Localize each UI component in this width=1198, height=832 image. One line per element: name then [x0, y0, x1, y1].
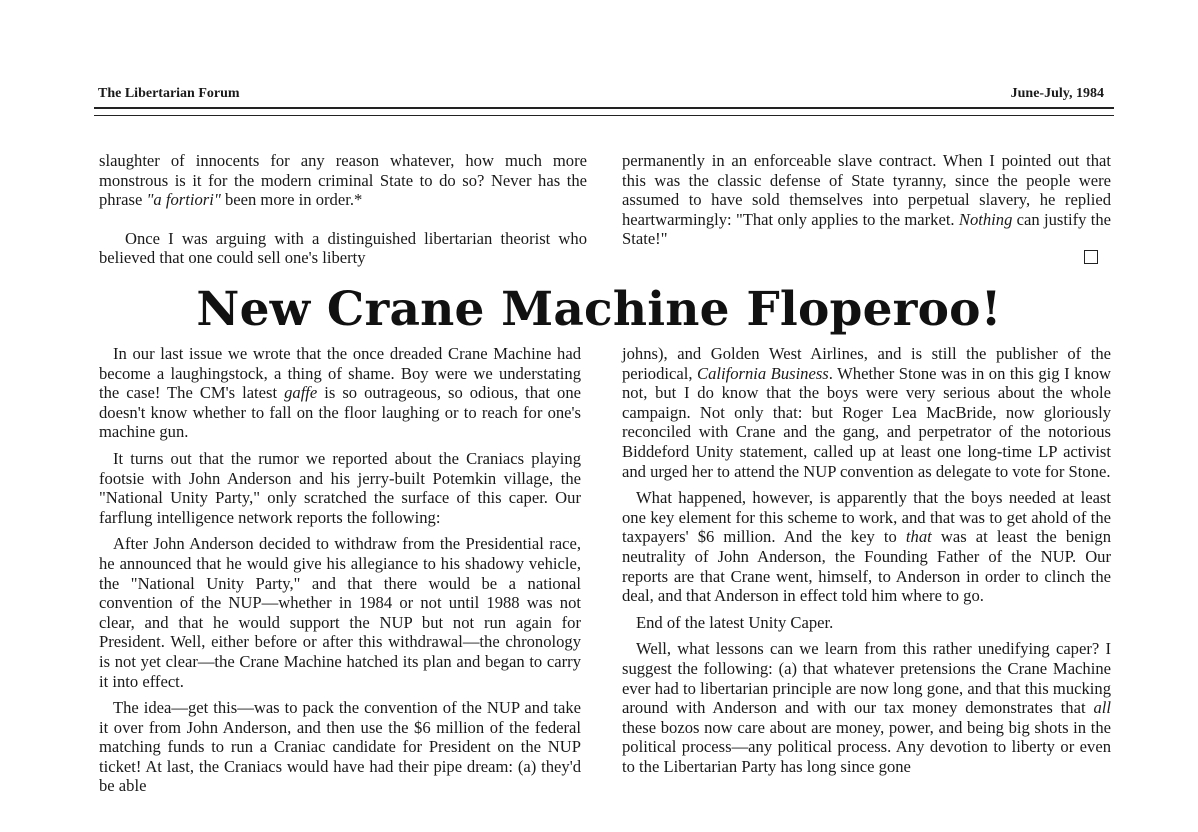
italic-text: that: [905, 527, 932, 547]
text-run: In our last issue we wrote that the once dreaded Crane Machine had become a laughingstock, a thing of shame. Boy were we understating the case! The CM's latest: [99, 344, 581, 403]
text-run: . Whether Stone was in on this gig I know not, but I do know that the boys were very serious about the whole campaign. Not only that: but Roger Lea MacBride, now gloriously reconciled with Crane and the gang, and perpetrator of the notorious Biddeford Unity statement, called up at least one long-time LP activist and urged her to attend the NUP convention as delegate to vote for Stone.: [622, 363, 1112, 481]
paragraph: After John Anderson decided to withdraw from the Presidential race, he announced that he would give his allegiance to his shadowy vehicle, the "National Unity Party," and that there would be a national convention of the NUP—whether in 1984 or not until 1988 was not clear, and that he would support the NUP but not run again for President. Well, either before or after this withdrawal—the chronology is not yet clear—the Crane Machine hatched its plan and began to carry it into effect.: [99, 534, 581, 691]
previous-article-column-left: [99, 151, 587, 268]
paragraph: [622, 488, 1111, 606]
header-rule-thick: [94, 107, 1114, 109]
italic-text: all: [1093, 698, 1111, 718]
header-rule-thin: [94, 115, 1114, 116]
italic-text: Nothing: [958, 209, 1013, 229]
paragraph: The idea—get this—was to pack the convention of the NUP and take it over from John Anderson, and then use the $6 million of the federal matching funds to run a Craniac candidate for President on the NUP ticket! At last, the Craniacs would have had their pipe dream: (a) they'd be able: [99, 698, 581, 796]
issue-date: June-July, 1984: [1010, 86, 1104, 101]
text-run: been more in order.*: [220, 190, 363, 210]
text-run: was at least the benign neutrality of John Anderson, the Founding Father of the NUP. Our reports are that Crane went, himself, to Anderson in order to clinch the deal, and that Anderson in effect told him where to go.: [622, 527, 1111, 606]
text-run: permanently in an enforceable slave contract. When I pointed out that this was the classic defense of State tyranny, since the people were assumed to have sold themselves into perpetual slavery, he replied heartwarmingly: "That only applies to the market.: [622, 151, 1111, 229]
paragraph: [99, 344, 581, 442]
italic-text: gaffe: [284, 383, 318, 403]
publication-name: The Libertarian Forum: [98, 86, 240, 101]
text-run: slaughter of innocents for any reason whatever, how much more monstrous is it for the modern criminal State to do so? Never has the phrase: [99, 151, 587, 210]
article-column-left: [99, 344, 581, 796]
text-run: What happened, however, is apparently that the boys needed at least one key element for this scheme to work, and that was to get ahold of the taxpayers' $6 million. And the key to: [622, 488, 1111, 547]
paragraph: [622, 639, 1111, 776]
paragraph: It turns out that the rumor we reported about the Craniacs playing footsie with John Anderson and his jerry-built Potemkin village, the "National Unity Party," only scratched the surface of this caper. Our farflung intelligence network reports the following:: [99, 448, 581, 527]
text-run: these bozos now care about are money, power, and being big shots in the political process—any political process. Any devotion to liberty or even to the Libertarian Party has long since gone: [622, 717, 1111, 776]
end-of-article-box-icon: [1084, 250, 1098, 264]
paragraph: Once I was arguing with a distinguished libertarian theorist who believed that one could sell one's liberty: [99, 228, 587, 268]
text-run: can justify the State!": [622, 209, 1111, 249]
paragraph: [622, 344, 1111, 481]
paragraph: [622, 151, 1111, 249]
paragraph: End of the latest Unity Caper.: [636, 612, 834, 632]
text-run: Well, what lessons can we learn from this rather unedifying caper? I suggest the following: (a) that whatever pretensions the Crane Machine ever had to libertarian principle are now long gone, and that this mucking around with Anderson and with our tax money demonstrates that: [622, 639, 1111, 718]
running-header: [96, 86, 1112, 106]
paragraph: [99, 151, 587, 210]
text-run: is so outrageous, so odious, that one doesn't know whether to fall on the floor laughing or to reach for one's machine gun.: [99, 383, 581, 442]
italic-text: "a fortiori": [146, 190, 221, 210]
text-run: johns), and Golden West Airlines, and is still the publisher of the periodical,: [622, 344, 1111, 383]
italic-text: California Business: [697, 363, 829, 383]
article-headline: New Crane Machine Floperoo!: [196, 282, 1002, 337]
article-column-right: [622, 344, 1111, 776]
previous-article-column-right: [622, 151, 1111, 249]
